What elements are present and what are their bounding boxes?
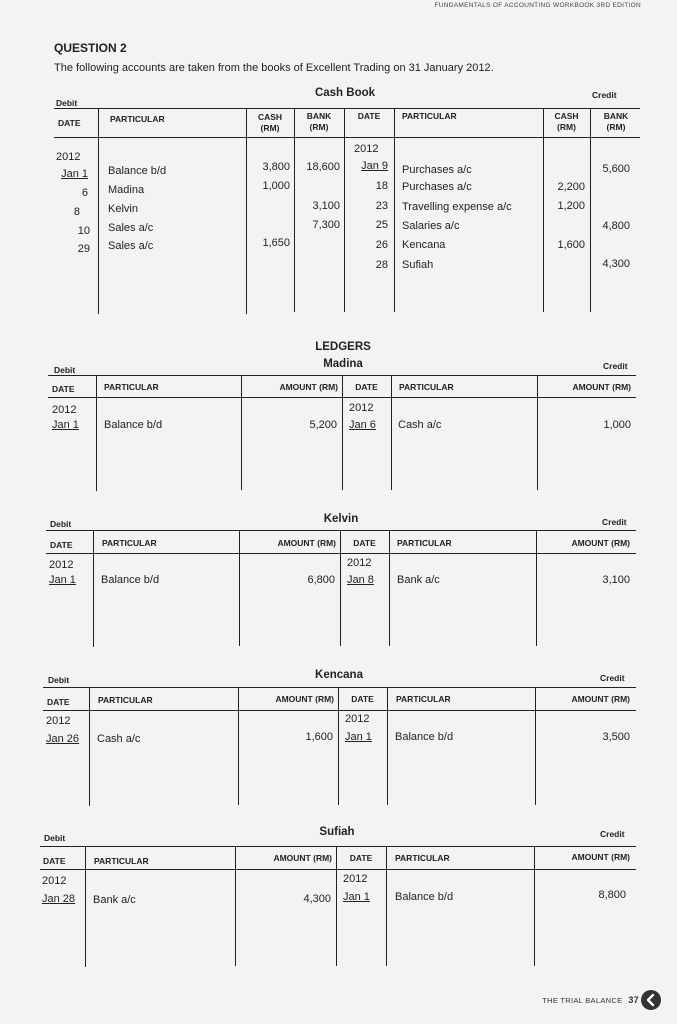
cb-header-cash-credit: CASH	[554, 111, 579, 121]
running-header: FUNDAMENTALS OF ACCOUNTING WORKBOOK 3RD EDITION	[434, 2, 641, 9]
cb-credit-particular: Travelling expense a/c	[402, 201, 512, 213]
ledger-title: Kelvin	[323, 513, 359, 525]
cb-credit-particular: Purchases a/c	[402, 164, 472, 176]
header-date: DATE	[52, 384, 75, 394]
header-amount-credit: AMOUNT (RM)	[571, 852, 630, 862]
cb-credit-cash: 1,600	[557, 239, 585, 251]
cb-debit-particular: Sales a/c	[108, 222, 154, 234]
dr-year: 2012	[52, 404, 77, 416]
cb-header-date: DATE	[58, 118, 81, 128]
cb-header-cash-unit: (RM)	[260, 123, 280, 133]
ledger-title: Madina	[323, 358, 363, 370]
cb-debit-year: 2012	[56, 151, 81, 163]
header-particular-credit: PARTICULAR	[395, 853, 450, 863]
cr-particular: Balance b/d	[395, 891, 454, 903]
debit-label: Debit	[44, 833, 66, 843]
cb-credit-year: 2012	[354, 143, 379, 155]
cash-book-title: Cash Book	[314, 87, 376, 99]
cb-credit-date: 26	[375, 239, 388, 251]
cb-header-date-credit: DATE	[357, 111, 381, 121]
cb-credit-particular: Kencana	[402, 239, 446, 251]
cb-header-bank-credit: BANK	[603, 111, 629, 121]
back-chevron-icon	[641, 990, 661, 1010]
cb-credit-cash: 1,200	[557, 200, 585, 212]
dr-particular: Balance b/d	[104, 419, 163, 431]
cb-debit-date: 6	[81, 187, 88, 199]
header-particular: PARTICULAR	[94, 856, 149, 866]
header-amount: AMOUNT (RM)	[279, 382, 338, 392]
header-amount-credit: AMOUNT (RM)	[571, 538, 630, 548]
dr-particular: Bank a/c	[93, 894, 136, 906]
dr-amount: 6,800	[307, 574, 335, 586]
dr-date: Jan 26	[46, 733, 80, 745]
header-amount: AMOUNT (RM)	[277, 538, 336, 548]
credit-label: Credit	[602, 517, 627, 527]
cr-date: Jan 1	[343, 891, 370, 903]
dr-date: Jan 1	[49, 574, 76, 586]
footer-section: THE TRIAL BALANCE	[542, 996, 623, 1005]
header-particular: PARTICULAR	[104, 382, 159, 392]
dr-year: 2012	[42, 875, 67, 887]
cr-year: 2012	[345, 713, 370, 725]
cr-year: 2012	[343, 873, 368, 885]
cb-header-particular-credit: PARTICULAR	[402, 111, 457, 121]
cr-particular: Bank a/c	[397, 574, 440, 586]
dr-date: Jan 1	[52, 419, 79, 431]
cb-credit-date: Jan 9	[361, 160, 388, 172]
header-particular-credit: PARTICULAR	[399, 382, 454, 392]
header-date: DATE	[47, 697, 70, 707]
cr-amount: 1,000	[603, 419, 631, 431]
dr-amount: 5,200	[309, 419, 337, 431]
cr-year: 2012	[349, 402, 374, 414]
cr-date: Jan 8	[347, 574, 374, 586]
ledgers-heading: LEDGERS	[315, 341, 371, 353]
cb-credit-date: 25	[375, 219, 388, 231]
cb-credit-particular: Purchases a/c	[402, 181, 472, 193]
header-particular-credit: PARTICULAR	[396, 694, 451, 704]
cb-credit-bank: 4,300	[602, 258, 630, 270]
cb-debit-date: Jan 1	[61, 168, 88, 180]
dr-amount: 4,300	[303, 893, 331, 905]
dr-date: Jan 28	[42, 893, 76, 905]
cash-book-credit-label: Credit	[592, 90, 617, 100]
page-footer	[542, 995, 639, 1005]
cb-debit-bank: 18,600	[306, 161, 340, 173]
header-amount: AMOUNT (RM)	[273, 853, 332, 863]
header-particular: PARTICULAR	[102, 538, 157, 548]
header-amount-credit: AMOUNT (RM)	[572, 382, 631, 392]
cash-book-debit-label: Debit	[56, 98, 78, 108]
header-date-credit: DATE	[355, 382, 378, 392]
ledger-title: Sufiah	[319, 826, 355, 838]
header-date-credit: DATE	[349, 853, 373, 863]
debit-label: Debit	[54, 365, 76, 375]
cb-debit-particular: Kelvin	[108, 203, 138, 215]
header-amount: AMOUNT (RM)	[275, 694, 334, 704]
dr-amount: 1,600	[305, 731, 333, 743]
cb-debit-particular: Balance b/d	[108, 165, 167, 177]
header-date-credit: DATE	[353, 538, 376, 548]
cr-amount: 3,500	[602, 731, 630, 743]
cb-credit-cash: 2,200	[557, 181, 585, 193]
header-date-credit: DATE	[351, 694, 374, 704]
cr-particular: Balance b/d	[395, 731, 454, 743]
cb-debit-date: 8	[73, 206, 80, 218]
cb-header-bank-unit: (RM)	[309, 122, 329, 132]
dr-particular: Balance b/d	[101, 574, 160, 586]
cb-header-bank: BANK	[306, 111, 332, 121]
cb-credit-date: 28	[375, 259, 388, 271]
cr-year: 2012	[347, 557, 372, 569]
cb-debit-bank: 3,100	[312, 200, 340, 212]
cb-header-cash: CASH	[257, 112, 283, 122]
cb-debit-cash: 3,800	[262, 161, 290, 173]
header-particular: PARTICULAR	[98, 695, 153, 705]
cb-header-bank-credit-unit: (RM)	[606, 122, 626, 132]
dr-particular: Cash a/c	[97, 733, 141, 745]
cb-debit-cash: 1,000	[262, 180, 290, 192]
cb-debit-particular: Sales a/c	[108, 240, 154, 252]
dr-year: 2012	[46, 715, 71, 727]
ledger-title: Kencana	[315, 669, 363, 681]
credit-label: Credit	[603, 361, 628, 371]
page-number: 37	[628, 995, 639, 1005]
debit-label: Debit	[48, 675, 70, 685]
dr-year: 2012	[49, 559, 74, 571]
credit-label: Credit	[600, 673, 625, 683]
cb-debit-particular: Madina	[108, 184, 145, 196]
header-amount-credit: AMOUNT (RM)	[571, 694, 630, 704]
cb-debit-date: 10	[77, 225, 90, 237]
cb-header-cash-credit-unit: (RM)	[557, 122, 576, 132]
cb-credit-bank: 4,800	[602, 220, 630, 232]
cr-amount: 8,800	[598, 889, 626, 901]
cb-credit-particular: Salaries a/c	[402, 220, 460, 232]
cb-credit-bank: 5,600	[602, 163, 630, 175]
cb-header-particular: PARTICULAR	[110, 114, 165, 124]
cb-credit-date: 18	[375, 180, 388, 192]
question-title: QUESTION 2	[54, 41, 127, 55]
cr-date: Jan 1	[345, 731, 372, 743]
debit-label: Debit	[50, 519, 72, 529]
question-text: The following accounts are taken from the books of Excellent Trading on 31 January 2012.	[54, 62, 494, 74]
cb-credit-particular: Sufiah	[402, 259, 434, 271]
cb-debit-bank: 7,300	[312, 219, 340, 231]
credit-label: Credit	[600, 829, 625, 839]
header-date: DATE	[50, 540, 73, 550]
cr-date: Jan 6	[349, 419, 376, 431]
cb-debit-cash: 1,650	[262, 237, 290, 249]
cr-amount: 3,100	[602, 574, 630, 586]
cr-particular: Cash a/c	[398, 419, 442, 431]
cb-credit-date: 23	[375, 200, 388, 212]
cb-debit-date: 29	[77, 243, 90, 255]
header-particular-credit: PARTICULAR	[397, 538, 452, 548]
header-date: DATE	[43, 856, 66, 866]
